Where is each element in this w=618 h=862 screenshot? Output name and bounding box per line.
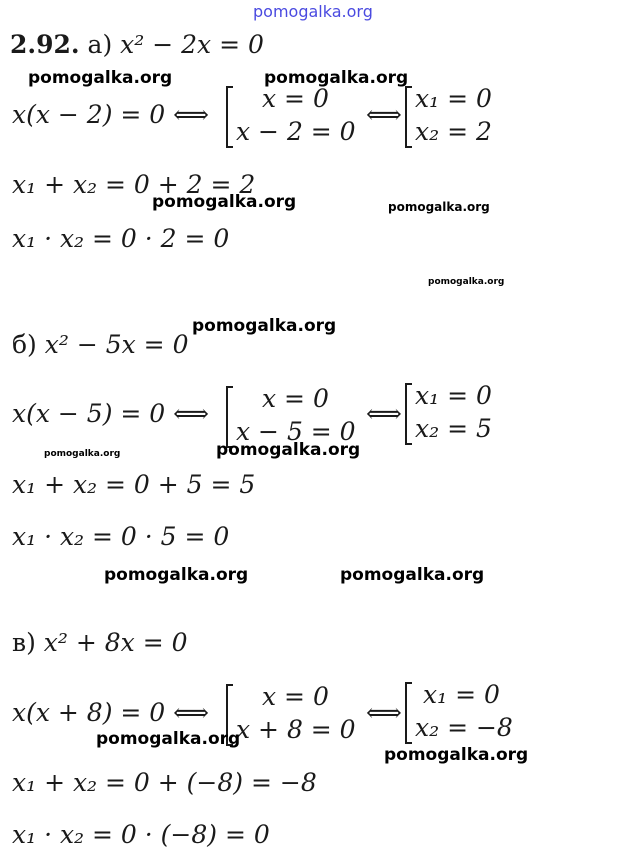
part-a-sys2-line2: x₂ = 2 [415,117,492,146]
watermark: pomogalka.org [96,729,241,749]
part-a-equation: x² − 2x = 0 [120,30,264,59]
part-b-sys1-line2: x − 5 = 0 [236,417,356,446]
part-c-system-2 [405,680,525,746]
part-c-label: в) [12,628,36,657]
problem-b-header [12,330,188,359]
problem-a-header [10,30,264,59]
part-c-system-1 [226,682,366,748]
part-c-equation: x² + 8x = 0 [43,628,188,657]
part-a-factored: x(x − 2) = 0 ⟺ [12,100,209,129]
system-bracket [405,383,412,445]
system-bracket [405,86,412,148]
part-a-system-2 [405,84,515,150]
part-b-system-2 [405,381,515,447]
part-a-system-1 [226,84,366,150]
watermark: pomogalka.org [192,316,337,336]
watermark: pomogalka.org [340,565,485,585]
watermark: pomogalka.org [428,277,505,287]
part-c-product: x₁ · x₂ = 0 · (−8) = 0 [12,820,270,849]
part-a-sys2-line1: x₁ = 0 [415,84,492,113]
part-a-product: x₁ · x₂ = 0 · 2 = 0 [12,224,230,253]
part-b-equation: x² − 5x = 0 [44,330,189,359]
watermark: pomogalka.org [28,68,173,88]
system-bracket [405,682,412,744]
part-b-factored: x(x − 5) = 0 ⟺ [12,399,209,428]
watermark: pomogalka.org [388,200,490,214]
system-bracket [226,386,233,448]
part-a-sys1-line2: x − 2 = 0 [236,117,356,146]
system-bracket [226,86,233,148]
watermark-top: pomogalka.org [253,2,373,21]
watermark: pomogalka.org [44,449,121,459]
watermark: pomogalka.org [264,68,409,88]
part-c-sys1-line2: x + 8 = 0 [236,715,356,744]
part-a-sum: x₁ + x₂ = 0 + 2 = 2 [12,170,256,199]
part-c-factored: x(x + 8) = 0 ⟺ [12,698,209,727]
problem-number: 2.92. [10,30,80,59]
part-a-sys1-line1: x = 0 [262,84,329,113]
part-c-iff: ⟺ [366,698,402,727]
problem-c-header [12,628,188,657]
part-b-product: x₁ · x₂ = 0 · 5 = 0 [12,522,230,551]
part-c-sum: x₁ + x₂ = 0 + (−8) = −8 [12,768,317,797]
part-a-iff: ⟺ [366,100,402,129]
watermark: pomogalka.org [104,565,249,585]
part-c-sys2-line2: x₂ = −8 [415,713,513,742]
watermark: pomogalka.org [152,192,297,212]
part-b-sys2-line2: x₂ = 5 [415,414,492,443]
part-b-sys2-line1: x₁ = 0 [415,381,492,410]
part-b-sum: x₁ + x₂ = 0 + 5 = 5 [12,470,256,499]
part-b-sys1-line1: x = 0 [262,384,329,413]
part-a-label: а) [87,30,113,59]
part-c-sys1-line1: x = 0 [262,682,329,711]
watermark: pomogalka.org [216,440,361,460]
watermark: pomogalka.org [384,745,529,765]
part-c-sys2-line1: x₁ = 0 [423,680,500,709]
part-b-label: б) [12,330,37,359]
part-b-iff: ⟺ [366,399,402,428]
